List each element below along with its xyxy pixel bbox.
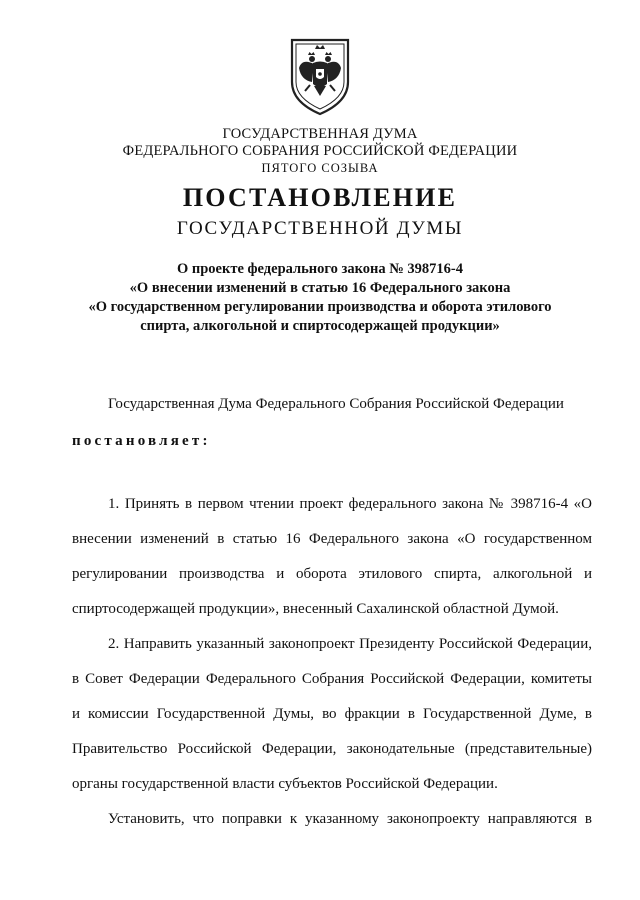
preamble-text: Государственная Дума Федерального Собрания Российской Федерации: [108, 396, 564, 412]
clause-1-line-2: внесении изменений в статью 16 Федерального закона «О государственном: [72, 531, 592, 547]
header-block: [0, 126, 640, 177]
state-emblem-icon: [288, 36, 352, 116]
header-line-assembly: ФЕДЕРАЛЬНОГО СОБРАНИЯ РОССИЙСКОЙ ФЕДЕРАЦИИ: [122, 143, 518, 159]
clause-1-line-3: регулировании производства и оборота этилового спирта, алкогольной и: [72, 566, 592, 582]
clause-2-line-5: органы государственной власти субъектов Российской Федерации.: [72, 776, 498, 792]
clause-2-line-2: в Совет Федерации Федерального Собрания Российской Федерации, комитеты: [72, 671, 592, 687]
clause-1-line-4: спиртосодержащей продукции», внесенный Сахалинской областной Думой.: [72, 601, 559, 617]
clause-2-line-4: Правительство Российской Федерации, законодательные (представительные): [72, 741, 592, 757]
document-subject: [0, 260, 640, 336]
subject-line-3: «О государственном регулировании производства и оборота этилового: [88, 299, 552, 315]
resolves-word: постановляет:: [72, 433, 211, 449]
header-line-duma: ГОСУДАРСТВЕННАЯ ДУМА: [222, 126, 418, 142]
subject-line-1: О проекте федерального закона № 398716-4: [176, 261, 464, 277]
subject-line-2: «О внесении изменений в статью 16 Федерального закона: [129, 280, 511, 296]
document-subtitle: ГОСУДАРСТВЕННОЙ ДУМЫ: [176, 218, 464, 239]
clause-2-line-3: и комиссии Государственной Думы, во фракции в Государственной Думе, в: [72, 706, 592, 722]
subject-line-4: спирта, алкогольной и спиртосодержащей продукции»: [140, 318, 500, 334]
document-title: ПОСТАНОВЛЕНИЕ: [182, 183, 458, 212]
clause-3-line-1: Установить, что поправки к указанному законопроекту направляются в: [108, 811, 592, 827]
clause-1-line-1: 1. Принять в первом чтении проект федерального закона № 398716-4 «О: [108, 496, 592, 512]
clause-2-line-1: 2. Направить указанный законопроект Президенту Российской Федерации,: [108, 636, 592, 652]
header-line-convocation: ПЯТОГО СОЗЫВА: [261, 161, 379, 175]
